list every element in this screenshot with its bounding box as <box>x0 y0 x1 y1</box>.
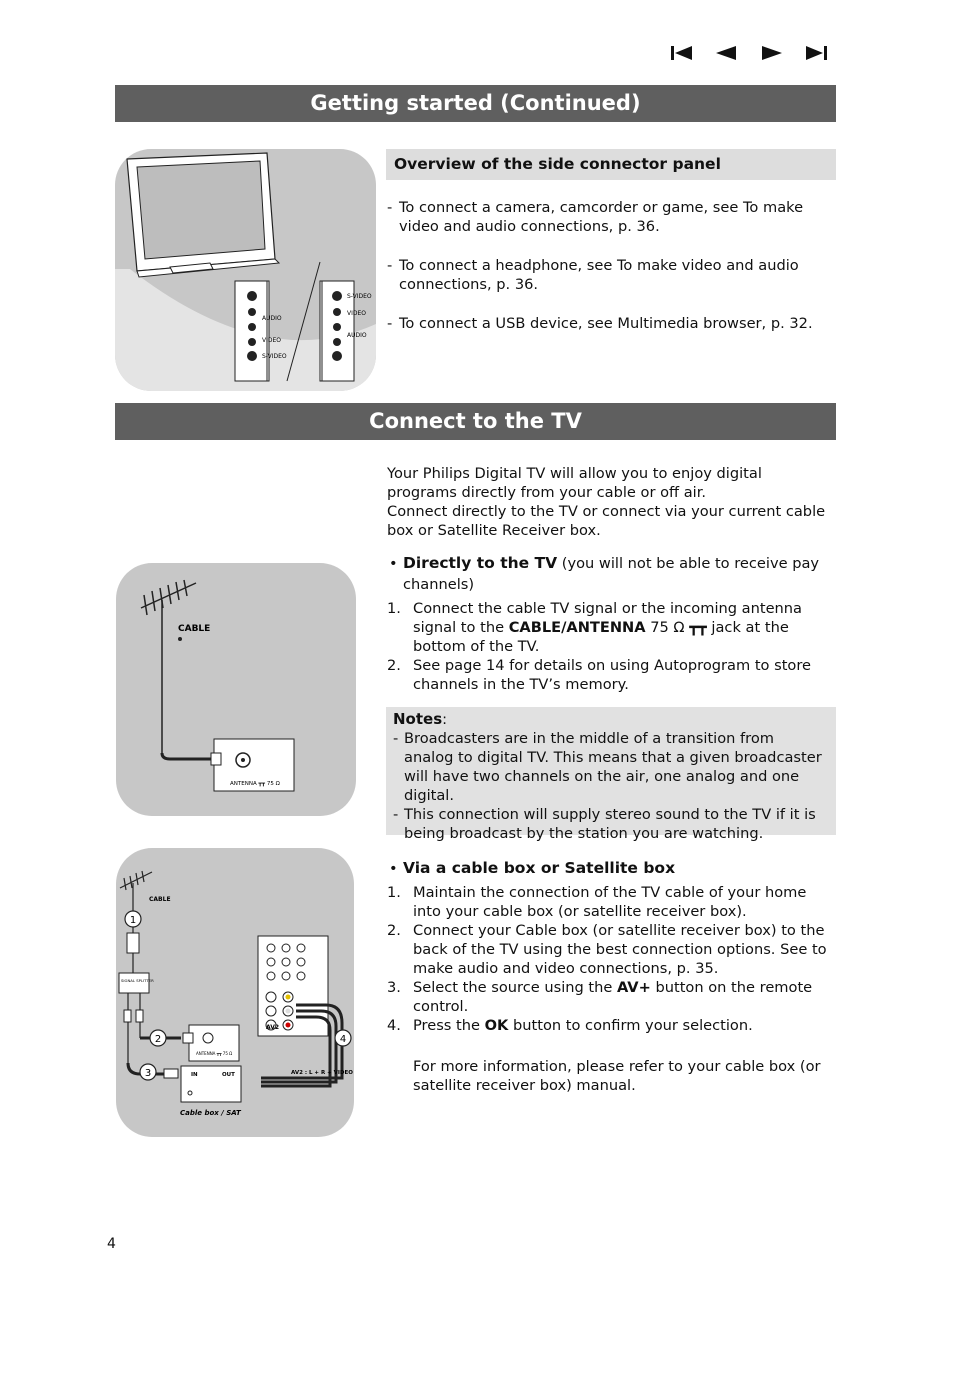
antenna-to-tv-illustration <box>116 563 356 816</box>
direct-step-2: 2. See page 14 for details on using Autoprogram to store channels in the TV’s memory. <box>387 657 812 693</box>
intro-paragraph-2: Connect directly to the TV or connect via your current cable box or Satellite Receiver box. <box>387 503 826 539</box>
intro-text <box>387 464 832 540</box>
list-item: - To connect a headphone, see To make video and audio connections, p. 36. <box>387 257 799 293</box>
more-info: For more information, please refer to your cable box (or satellite receiver box) manual. <box>413 1058 821 1094</box>
label-video-left: VIDEO <box>262 337 282 344</box>
bullet-direct: • Directly to the TV (you will not be able to receive pay channels) <box>389 554 820 593</box>
label-svideo-left: S-VIDEO <box>262 353 287 360</box>
marker-4: 4 <box>339 1034 347 1045</box>
in-label: IN <box>191 1072 198 1078</box>
side-connector-list <box>387 198 832 333</box>
section-title-connect-to-tv: Connect to the TV <box>115 403 836 440</box>
via-step-3: 3. Select the source using the AV+ button on the remote control. <box>387 979 813 1015</box>
label-svideo-right: S-VIDEO <box>347 293 372 300</box>
previous-page-icon[interactable] <box>713 40 739 66</box>
subheading-side-connector: Overview of the side connector panel <box>386 149 836 180</box>
direct-step-1: 1. Connect the cable TV signal or the incoming antenna signal to the CABLE/ANTENNA 75 Ω ┳┳ jack at the bottom of the TV. <box>387 600 802 655</box>
label-video-right: VIDEO <box>347 310 367 317</box>
cable-label-2: CABLE <box>149 896 171 903</box>
page-number: 4 <box>107 1236 116 1252</box>
notes-box <box>386 707 836 842</box>
list-item: - To connect a camera, camcorder or game, see To make video and audio connections, p. 36. <box>387 199 804 235</box>
skip-to-first-icon[interactable] <box>668 40 694 66</box>
marker-2: 2 <box>154 1034 162 1045</box>
direct-connection-figure <box>116 563 356 816</box>
tv-side-panel-illustration <box>115 149 376 391</box>
next-page-icon[interactable] <box>759 40 785 66</box>
via-step-4: 4. Press the OK button to confirm your selection. <box>387 1017 753 1034</box>
antenna-label: ANTENNA ┳┳ 75 Ω <box>230 781 280 787</box>
note-item: - Broadcasters are in the middle of a transition from analog to digital TV. This means that a given broadcaster will have two channels on the air, one analog and one digital. <box>393 730 822 804</box>
cable-box-label: Cable box / SAT <box>180 1109 241 1117</box>
label-audio-left: AUDIO <box>262 315 282 322</box>
av2-description: AV2 : L + R + VIDEO <box>291 1070 353 1076</box>
out-label: OUT <box>222 1072 235 1078</box>
via-step-2: 2. Connect your Cable box (or satellite receiver box) to the back of the TV using the best connection options. See to make audio and video connections, p. 35. <box>387 922 827 977</box>
label-audio-right: AUDIO <box>347 332 367 339</box>
intro-paragraph-1: Your Philips Digital TV will allow you to enjoy digital programs directly from your cable or off air. <box>387 465 762 501</box>
via-step-1: 1. Maintain the connection of the TV cable of your home into your cable box (or satellite receiver box). <box>387 884 807 920</box>
cable-box-connection-illustration <box>116 848 354 1137</box>
cable-box-figure <box>116 848 354 1137</box>
cable-box-section <box>387 858 835 1095</box>
bullet-via-cable-box: • Via a cable box or Satellite box <box>389 859 676 877</box>
list-item: - To connect a USB device, see Multimedia browser, p. 32. <box>387 315 813 332</box>
marker-3: 3 <box>144 1068 152 1079</box>
antenna-label-2: ANTENNA ┳┳ 75 Ω <box>196 1051 233 1056</box>
av2-label: AV2 <box>266 1024 280 1031</box>
section-title-getting-started: Getting started (Continued) <box>115 85 836 122</box>
marker-1: 1 <box>129 915 137 926</box>
splitter-label: SIGNAL SPLITTER <box>121 978 154 983</box>
note-item: - This connection will supply stereo sound to the TV if it is being broadcast by the station you are watching. <box>393 806 816 842</box>
side-connector-figure <box>115 149 376 391</box>
notes-heading: Notes: <box>393 710 448 728</box>
page-navigation <box>668 40 830 66</box>
cable-label: CABLE <box>178 624 211 634</box>
skip-to-last-icon[interactable] <box>804 40 830 66</box>
direct-connection-section <box>387 553 835 694</box>
